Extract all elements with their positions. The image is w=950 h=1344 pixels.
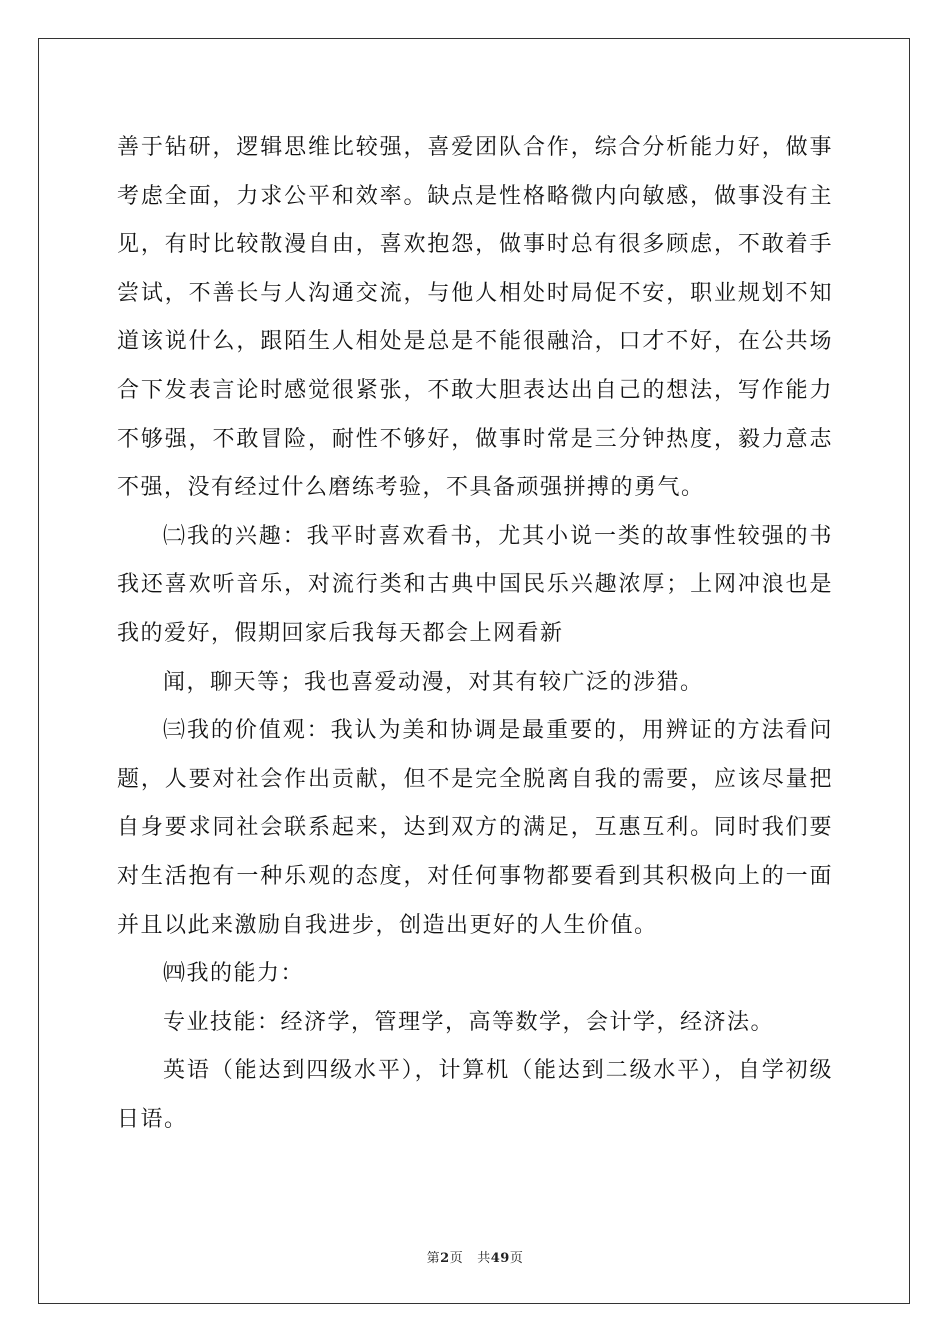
paragraph-values: ㈢我的价值观：我认为美和协调是最重要的，用辨证的方法看问题，人要对社会作出贡献，但不是完全脱离自我的需要，应该尽量把自身要求同社会联系起来，达到双方的满足，互惠互利。同时我们要对生活抱有一种乐观的态度，对任何事物都要看到其积极向上的一面并且以此来激励自我进步，创造出更好的人生价值。 <box>117 718 833 938</box>
paragraph-interests-continued: 闻，聊天等；我也喜爱动漫，对其有较广泛的涉猎。 <box>163 669 704 695</box>
total-pages: 49 <box>490 1251 510 1266</box>
paragraph-interests: ㈡我的兴趣：我平时喜欢看书，尤其小说一类的故事性较强的书我还喜欢听音乐，对流行类和古典中国民乐兴趣浓厚；上网冲浪也是我的爱好，假期回家后我每天都会上网看新 <box>117 523 833 646</box>
total-prefix: 共 <box>477 1251 491 1266</box>
paragraph-1: 善于钻研，逻辑思维比较强，喜爱团队合作，综合分析能力好，做事考虑全面，力求公平和效率。缺点是性格略微内向敏感，做事没有主见，有时比较散漫自由，喜欢抱怨，做事时总有很多顾虑，不敢着手尝试，不善长与人沟通交流，与他人相处时局促不安，职业规划不知道该说什么，跟陌生人相处是总是不能很融洽，口才不好，在公共场合下发表言论时感觉很紧张，不敢大胆表达出自己的想法，写作能力不够强，不敢冒险，耐性不够好，做事时常是三分钟热度，毅力意志不强，没有经过什么磨练考验，不具备顽强拼搏的勇气。 <box>117 135 833 501</box>
paragraph-professional-skills: 专业技能：经济学，管理学，高等数学，会计学，经济法。 <box>163 1009 775 1035</box>
page-footer <box>0 1247 950 1266</box>
paragraph-abilities-heading: ㈣我的能力： <box>163 961 305 987</box>
total-suffix: 页 <box>509 1251 524 1266</box>
page-suffix: 页 <box>449 1251 464 1266</box>
page-number: 2 <box>440 1251 450 1266</box>
page-prefix: 第 <box>426 1251 441 1266</box>
document-body <box>117 124 833 1144</box>
paragraph-language-computer: 英语（能达到四级水平），计算机（能达到二级水平），自学初级日语。 <box>117 1058 833 1132</box>
